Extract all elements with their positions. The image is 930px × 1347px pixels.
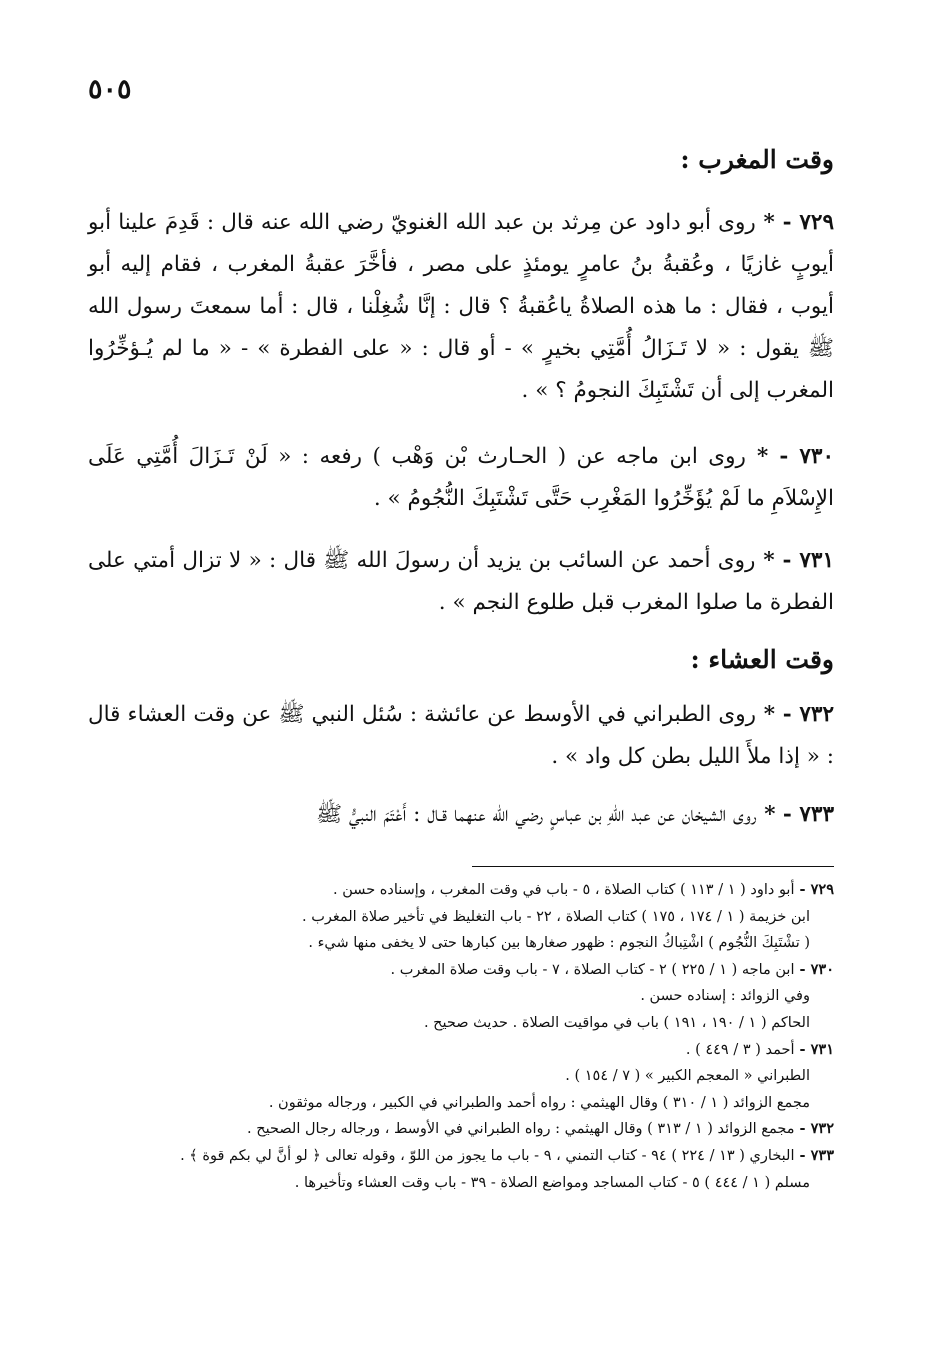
hadith-number: ٧٣٣ - * <box>756 802 834 827</box>
hadith-text: روى أبو داود عن مِرثد بن عبد الله الغنويّ رضي الله عنه قال : قَدِمَ علينا أبو أيوبٍ غازيًا ، وعُقبةُ بنُ عامرٍ يومئذٍ على مصر ، فأخَّرَ عقبةُ المغرب ، فقام إليه أبو أيوب ، فقال : ما هذه الصلاةُ ياعُقبةُ ؟ قال : إنَّا شُغِلْنا ، قال : أما سمعتَ رسول الله ﷺ يقول : « لا تَـزَالُ أُمَّتِي بخيرٍ » - أو قال : « على الفطرة » - « ما لم يُـؤخِّرُوا المغرب إلى أن تَشْتَبِكَ النجومُ ؟ » . <box>88 210 834 403</box>
footnote-number: ٧٣٣ - <box>794 1146 834 1164</box>
footnote-item <box>120 1037 834 1064</box>
footnote-item <box>120 877 834 904</box>
footnote-text: الحاكم ( ١ / ١٩٠ ، ١٩١ ) باب في مواقيت الصلاة . حديث صحيح . <box>423 1014 810 1031</box>
footnote-number: ٧٣١ - <box>794 1040 834 1058</box>
footnote-number: ٧٣٠ - <box>794 960 834 978</box>
footnote-item <box>120 1063 834 1090</box>
footnote-number: ٧٣٢ - <box>794 1120 834 1138</box>
footnote-divider <box>472 866 834 867</box>
footnote-item <box>120 957 834 984</box>
hadith-text: روى أحمد عن السائب بن يزيد أن رسولَ الله ﷺ قال : « لا تزال أمتي على الفطرة ما صلوا المغرب قبل طلوع النجم » . <box>88 548 834 615</box>
hadith-text: روى ابن ماجه عن ( الحـارث بْن وَهْب ) رفعه : « لَنْ تَـزَالَ أُمَّتِي عَلَى الإِسْلاَمِ ما لَمْ يُؤَخِّرُوا المَغْرِب حَتَّى تَشْتَبِكَ النُّجُومُ » . <box>88 444 834 511</box>
hadith-number: ٧٣١ - * <box>755 548 835 573</box>
footnote-item <box>120 1010 834 1037</box>
hadith-number: ٧٢٩ - * <box>755 210 834 235</box>
main-text <box>88 140 834 836</box>
footnotes <box>120 877 834 1196</box>
page-number: ٥٠٥ <box>88 74 132 105</box>
footnote-text: وفي الزوائد : إسناده حسن . <box>640 988 810 1005</box>
hadith-731 <box>88 540 834 624</box>
footnote-text: ابن خزيمة ( ١ / ١٧٤ ، ١٧٥ ) كتاب الصلاة ، ٢٢ - باب التغليظ في تأخير صلاة المغرب . <box>302 908 810 925</box>
hadith-text: روى الشيخان عن عبد اللهِ بن عباسٍ رضي الله عنهما قـال : أَعْتَمَ النبيُّ ﷺ <box>316 802 757 827</box>
footnote-item <box>120 930 834 957</box>
hadith-730 <box>88 436 834 520</box>
hadith-733 <box>88 794 834 836</box>
footnote-text: أبو داود ( ١ / ١١٣ ) كتاب الصلاة ، ٥ - باب في وقت المغرب ، وإسناده حسن . <box>333 882 795 898</box>
hadith-number: ٧٣٠ - * <box>745 444 834 469</box>
section-heading-isha: وقت العشاء : <box>690 645 834 674</box>
footnote-item <box>120 1090 834 1117</box>
hadith-732 <box>88 694 834 778</box>
section-heading-maghrib: وقت المغرب : <box>680 145 834 174</box>
footnote-item <box>120 1170 834 1197</box>
footnote-item <box>120 983 834 1010</box>
hadith-729 <box>88 202 834 412</box>
footnote-text: ( تشْتَبِكَ النُّجُوم ) اشْتِباكُ النجوم : ظهور صغارها بين كبارها حتى لا يخفى منها شيء . <box>308 935 810 952</box>
footnote-item <box>120 1143 834 1170</box>
footnote-item <box>120 1116 834 1143</box>
footnote-text: مجمع الزوائد ( ١ / ٣١٠ ) وقال الهيثمي : رواه أحمد والطبراني في الكبير ، ورجاله موثقون . <box>268 1094 810 1111</box>
footnote-number: ٧٢٩ - <box>794 881 834 898</box>
footnote-text: مسلم ( ١ / ٤٤٤ ) ٥ - كتاب المساجد ومواضع الصلاة - ٣٩ - باب وقت العشاء وتأخيرها . <box>294 1174 810 1191</box>
footnote-text: البخاري ( ١٣ / ٢٢٤ ) ٩٤ - كتاب التمني ، ٩ - باب ما يجوز من اللوّ ، وقوله تعالى ﴿ لو أنَّ لي بكم قوة ﴾ . <box>180 1147 795 1164</box>
footnote-text: مجمع الزوائد ( ١ / ٣١٣ ) وقال الهيثمي : رواه الطبراني في الأوسط ، ورجاله رجال الصحيح . <box>247 1121 795 1138</box>
footnote-text: ابن ماجه ( ١ / ٢٢٥ ) ٢ - كتاب الصلاة ، ٧ - باب وقت صلاة المغرب . <box>390 961 795 978</box>
footnote-text: أحمد ( ٣ / ٤٤٩ ) . <box>685 1041 795 1058</box>
hadith-number: ٧٣٢ - * <box>756 702 835 727</box>
footnote-text: الطبراني « المعجم الكبير » ( ٧ / ١٥٤ ) . <box>565 1068 810 1085</box>
footnote-item <box>120 904 834 931</box>
hadith-text: روى الطبراني في الأوسط عن عائشة : سُئل النبي ﷺ عن وقت العشاء قال : « إذا ملأَ الليل بطن كل واد » . <box>88 702 834 769</box>
